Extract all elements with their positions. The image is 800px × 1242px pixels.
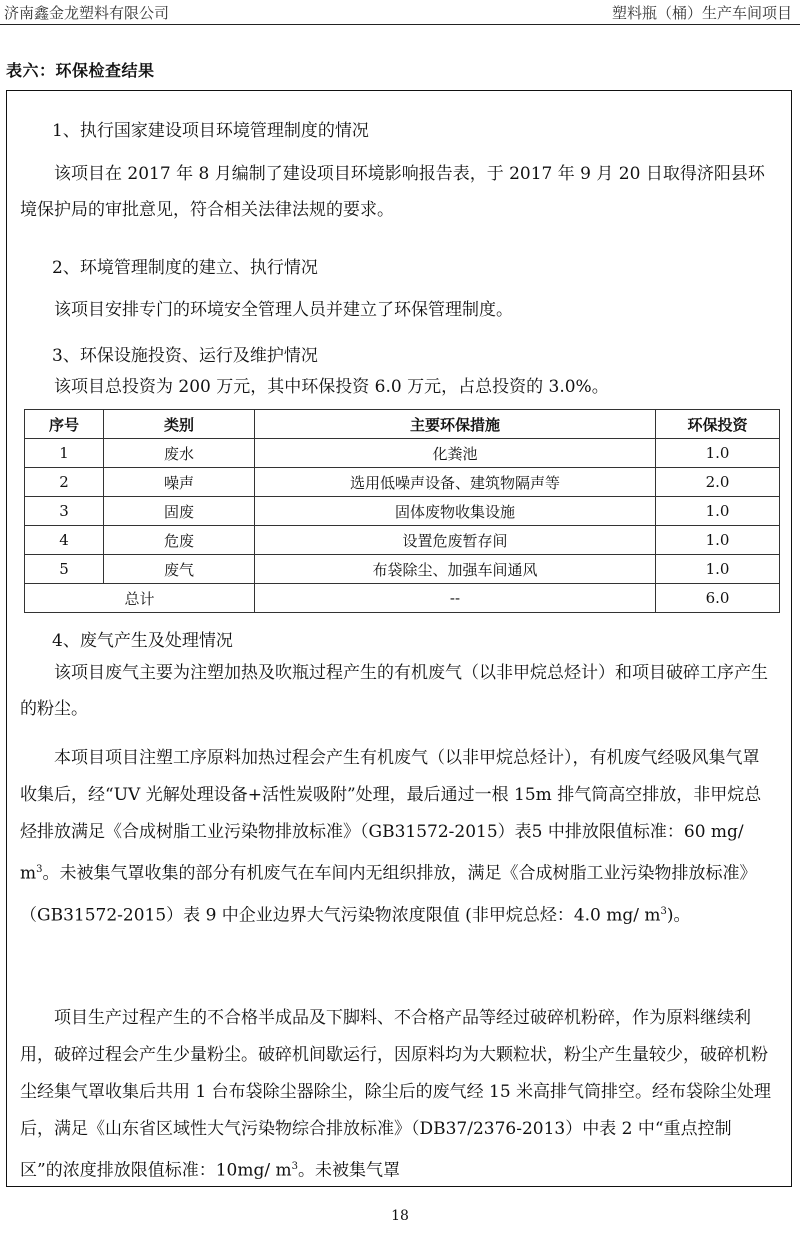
paragraph-6 <box>20 1000 772 1190</box>
cell-no: 4 <box>25 526 104 555</box>
paragraph-5 <box>20 740 772 934</box>
table-row <box>25 497 780 526</box>
paragraph-6-part-b: 。未被集气罩 <box>297 1160 400 1181</box>
cell-measure: 化粪池 <box>255 439 656 468</box>
investment-table <box>24 409 780 613</box>
paragraph-4: 该项目废气主要为注塑加热及吹瓶过程产生的有机废气（以非甲烷总烃计）和项目破碎工序产生的粉尘。 <box>20 663 768 719</box>
col-header-investment: 环保投资 <box>656 410 780 439</box>
cell-no: 1 <box>25 439 104 468</box>
heading-3: 3、环保设施投资、运行及维护情况 <box>52 346 318 366</box>
cell-measure: 选用低噪声设备、建筑物隔声等 <box>255 468 656 497</box>
table-row <box>25 555 780 584</box>
cell-no: 3 <box>25 497 104 526</box>
col-header-no: 序号 <box>25 410 104 439</box>
cell-measure: 布袋除尘、加强车间通风 <box>255 555 656 584</box>
table-header-row <box>25 410 780 439</box>
table-row <box>25 526 780 555</box>
cell-investment: 1.0 <box>656 555 780 584</box>
cell-category: 危废 <box>104 526 255 555</box>
cell-investment: 1.0 <box>656 526 780 555</box>
table-row <box>25 439 780 468</box>
page-number: 18 <box>391 1208 409 1224</box>
cell-investment: 1.0 <box>656 439 780 468</box>
header-project: 塑料瓶（桶）生产车间项目 <box>611 4 792 22</box>
table-total-row <box>25 584 780 613</box>
paragraph-1: 该项目在 2017 年 8 月编制了建设项目环境影响报告表，于 2017 年 9 月 20 日取得济阳县环境保护局的审批意见，符合相关法律法规的要求。 <box>20 164 765 220</box>
cell-category: 固废 <box>104 497 255 526</box>
superscript: 3 <box>291 1161 298 1172</box>
cell-category: 噪声 <box>104 468 255 497</box>
paragraph-2: 该项目安排专门的环境安全管理人员并建立了环保管理制度。 <box>54 300 513 320</box>
cell-investment: 2.0 <box>656 468 780 497</box>
col-header-measure: 主要环保措施 <box>255 410 656 439</box>
header-company: 济南鑫金龙塑料有限公司 <box>4 4 170 22</box>
heading-2: 2、环境管理制度的建立、执行情况 <box>52 258 318 278</box>
cell-measure: 设置危废暂存间 <box>255 526 656 555</box>
paragraph-5-part-c: )。 <box>666 905 691 926</box>
paragraph-3: 该项目总投资为 200 万元，其中环保投资 6.0 万元，占总投资的 3.0%。 <box>54 377 609 397</box>
paragraph-5-part-b: 。未被集气罩收集的部分有机废气在车间内无组织排放，满足《合成树脂工业污染物排放标准》（GB31572-2015）表 9 中企业边界大气污染物浓度限值 (非甲烷总烃：4.0 mg/ m <box>20 863 757 926</box>
cell-total-investment: 6.0 <box>656 584 780 613</box>
section-title: 表六：环保检查结果 <box>6 61 155 80</box>
paragraph-6-part-a: 项目生产过程产生的不合格半成品及下脚料、不合格产品等经过破碎机粉碎，作为原料继续利用，破碎过程会产生少量粉尘。破碎机间歇运行，因原料均为大颗粒状，粉尘产生量较少，破碎机粉尘经集气罩收集后共用 1 台布袋除尘器除尘，除尘后的废气经 15 米高排气筒排空。经布袋除尘处理后，满足《山东省区域性大气污染物综合排放标准》（DB37/2376-2013）中表 2 中“重点控制区”的浓度排放限值标准：10mg/ m <box>20 1008 772 1181</box>
cell-total-measure: -- <box>255 584 656 613</box>
cell-investment: 1.0 <box>656 497 780 526</box>
header-divider <box>0 24 800 25</box>
cell-category: 废气 <box>104 555 255 584</box>
heading-4: 4、废气产生及处理情况 <box>52 631 233 651</box>
page-header <box>0 0 800 26</box>
col-header-category: 类别 <box>104 410 255 439</box>
paragraph-5-part-a: 本项目项目注塑工序原料加热过程会产生有机废气（以非甲烷总烃计），有机废气经吸风集气罩收集后，经“UV 光解处理设备+活性炭吸附”处理，最后通过一根 15m 排气筒高空排放，非甲烷总烃排放满足《合成树脂工业污染物排放标准》（GB31572-2015）表5 中排放限值标准：60 mg/ m <box>20 748 762 884</box>
cell-measure: 固体废物收集设施 <box>255 497 656 526</box>
superscript: 3 <box>36 864 43 875</box>
superscript: 3 <box>660 905 667 917</box>
table-row <box>25 468 780 497</box>
heading-1: 1、执行国家建设项目环境管理制度的情况 <box>52 121 369 141</box>
cell-category: 废水 <box>104 439 255 468</box>
cell-total-label: 总计 <box>25 584 255 613</box>
cell-no: 2 <box>25 468 104 497</box>
cell-no: 5 <box>25 555 104 584</box>
